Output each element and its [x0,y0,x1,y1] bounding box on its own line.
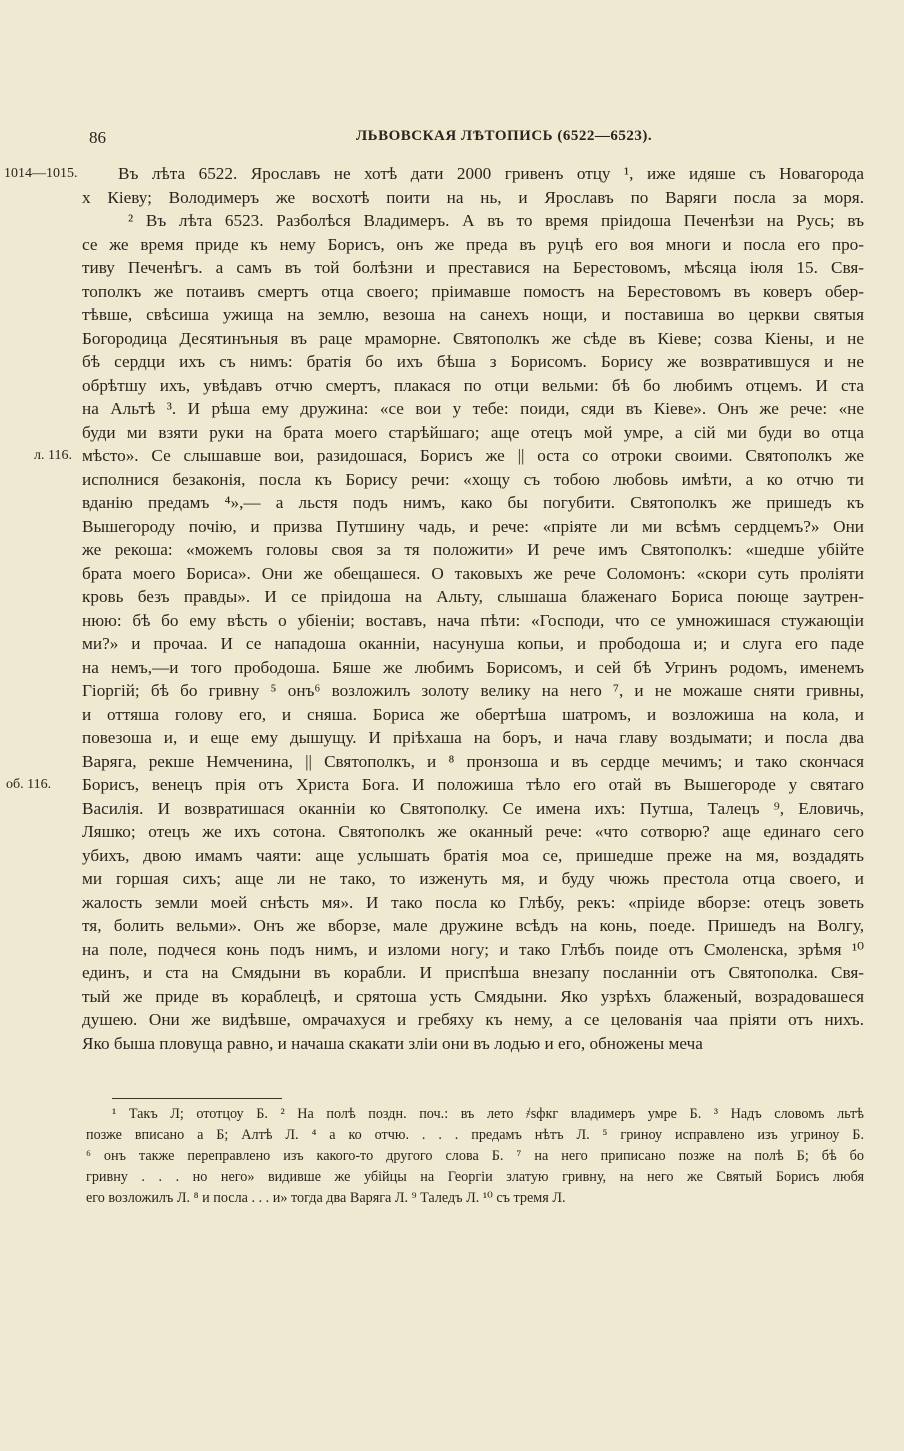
text-line: се же время приде къ нему Борисъ, онъ же преда въ руцѣ его воя многи и посла его про- [82,234,864,254]
text-line: буди ми взяти руки на брата моего старѣйшаго; аще отецъ мой умре, а сій ми буди во отца [82,422,864,442]
text-line: исполнися безаконія, посла къ Борису речи: «хощу съ тобою любовь имѣти, а ко отчю ти [82,469,864,489]
text-line: и оттяша голову его, и сняша. Бориса же обертѣша шатромъ, и возложиша на кола, и [82,704,864,724]
footnote-line: ¹ Такъ Л; ототцоу Б. ² На полѣ поздн. поч.: въ лето ҂ѕфкг владимеръ умре Б. ³ Надъ словомъ льтѣ [112,1106,864,1122]
text-line: Яко быша пловуща равно, и начаша скакати зліи они въ лодью и его, обножены меча [82,1033,703,1053]
page-number: 86 [89,128,106,147]
main-text [82,162,864,1055]
text-line: мѣсто». Се слышавше вои, разидошася, Борисъ же || оста со отроки своими. Святополкъ же [82,446,864,465]
text-line: кровь безъ правды». И се пріидоша на Альту, слышаша блаженаго Бориса поюще заутрен- [82,587,864,606]
text-line: ми?» и прочаа. И се нападоша оканніи, насунуша копьи, и прободоша и; и слуга его паде [82,634,864,653]
text-line: на немъ,—и того прободоша. Бяше же любимъ Борисомъ, и сей бѣ Угринъ родомъ, именемъ [82,657,864,677]
footnote-line: его возложилъ Л. ⁸ и посла . . . и» тогда два Варяга Л. ⁹ Таледъ Л. ¹⁰ съ тремя Л. [86,1190,566,1206]
text-line: убихъ, двою имамъ чаяти: аще услышать братія моа се, пришедше преже на мя, воздадять [82,845,864,865]
page-header [0,128,904,150]
text-line: тополкъ же потаивъ смертъ отца своего; пріимавше помостъ на Берестовомъ въ коверъ обер- [82,281,864,301]
text-line: на Альтѣ ³. И рѣша ему дружина: «се вои у тебе: поиди, сяди въ Кіеве». Онъ же рече: «не [82,399,864,418]
text-line: тый же приде въ кораблецѣ, и срятоша усть Смядыни. Яко узрѣхъ блаженый, возрадовашеся [82,986,864,1006]
running-title: ЛЬВОВСКАЯ ЛѢТОПИСЬ (6522—6523). [356,128,653,144]
text-line: бѣ сердци ихъ съ нимъ: братія бо ихъ бѣша з Борисомъ. Борису же возвратившуся и не [82,352,864,371]
text-line: жалость земли моей снѣсть мя». И тако посла ко Глѣбу, рекъ: «пріиде вборзе: отецъ зоветь [82,892,864,912]
text-line: повезоша и, и еще ему дышущу. И пріѣхаша на боръ, и нача главу воздымати; и посла два [82,728,864,747]
footnote-line: позже вписано а Б; Алтѣ Л. ⁴ а ко отчю. . . . предамъ нѣтъ Л. ⁵ гриноу исправлено изъ угриноу Б. [86,1127,864,1143]
text-line: Въ лѣта 6522. Ярославъ не хотѣ дати 2000 гривенъ отцу ¹, иже идяше съ Новагорода [118,164,864,183]
text-line: нюю: бѣ бо ему вѣсть о убіеніи; воставъ, нача пѣти: «Господи, что се умножишася стужающіи [82,610,864,630]
text-line: Богородица Десятинъныя въ раце мраморне. Святополкъ же сѣде въ Кіеве; созва Кіены, и не [82,328,864,348]
text-line: душею. Они же видѣвше, омрачахуся и гребяху къ нему, а се целованія чаа пріяти отъ нихъ. [82,1010,864,1029]
text-line: х Кіеву; Володимеръ же восхотѣ поити на нь, и Ярославъ по Варяги посла за моря. [82,187,864,207]
text-line: брата моего Бориса». Они же обещашеся. О таковыхъ же рече Соломонъ: «скори суть проліяти [82,563,864,583]
text-line: Вышегороду почію, и призва Путшину чадь, и рече: «пріяте ли ми всѣмъ сердцемъ?» Они [82,516,864,536]
text-line: на поле, подчеся конь подъ нимъ, и изломи ногу; и тако Глѣбъ поиде отъ Смоленска, зрѣмя ¹⁰ [82,939,864,959]
text-line: Ляшко; отецъ же ихъ сотона. Святополкъ же оканный рече: «что сотворю? аще единаго сего [82,822,864,841]
text-line: обрѣтшу ихъ, увѣдавъ отчю смертъ, плакася по отци вельми: бѣ бо любимъ отцемъ. И ста [82,375,864,395]
text-line: вданію предамъ ⁴»,— а льстя подъ нимъ, како бы погубити. Святополкъ же пришедъ къ [82,493,864,512]
text-line: единъ, и ста на Смядыни въ корабли. И приспѣша внезапу посланніи отъ Святополка. Свя- [82,963,864,982]
text-line: ми горшая сихъ; аще ли не тако, то изженуть мя, и буду чюжь престола отца своего, и [82,869,864,888]
footnote-divider [112,1098,282,1099]
text-line: Борисъ, венецъ прія отъ Христа Бога. И положиша тѣло его отай въ Вышегороде у святаго [82,775,864,794]
margin-note-leaf-verso: об. 116. [6,777,52,792]
margin-note-years: 1014—1015. [4,166,78,181]
text-line: тѣвше, свѣсиша ужища на землю, везоша на санехъ нощи, и поставиша во церкви святыя [82,305,864,324]
text-line: же рекоша: «можемъ головы своя за тя положити» И рече имъ Святополкъ: «шедше убійте [82,540,864,559]
text-line: Гіоргій; бѣ бо гривну ⁵ онъ⁶ возложилъ золоту велику на него ⁷, и не можаше сняти гривны, [82,681,864,700]
footnotes [86,1104,864,1209]
text-line: Варяга, рекше Немченина, || Святополкъ, и ⁸ пронзоша и въ сердце мечимъ; и тако скончася [82,751,864,771]
text-line: тиву Печенѣгъ. а самъ въ той болѣзни и преставися на Берестовомъ, мѣсяца іюля 15. Свя- [82,258,864,277]
text-line: ² Въ лѣта 6523. Разболѣся Владимеръ. А въ то время пріидоша Печенѣзи на Русь; въ [128,211,864,230]
text-line: Василія. И возвратишася оканніи ко Святополку. Се имена ихъ: Путша, Талецъ ⁹, Еловичь, [82,798,864,818]
text-line: тя, болить вельми». Онъ же вборзе, мале дружине всѣдъ на конь, поеде. Пришедъ на Волгу, [82,916,864,935]
footnote-line: ⁶ онъ также переправлено изъ какого-то другого слова Б. ⁷ на него приписано позже на полѣ Б; бѣ бо [86,1148,864,1164]
margin-note-leaf: л. 116. [34,448,72,463]
footnote-line: гривну . . . но него» видивше же убійцы на Георгіи златую гривну, на него же Святый Борисъ любя [86,1169,864,1185]
